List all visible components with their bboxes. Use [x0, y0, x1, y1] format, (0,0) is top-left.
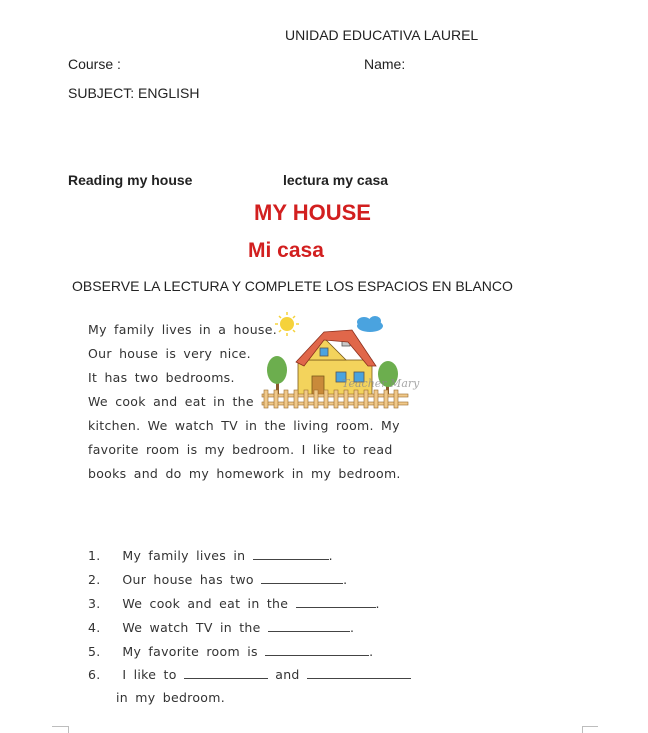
question-number: 4.	[88, 620, 101, 635]
question-text: I like to	[122, 667, 177, 682]
question-end: .	[375, 596, 380, 611]
name-label: Name:	[364, 56, 406, 72]
question-item	[88, 595, 380, 611]
reading-title-es: lectura my casa	[283, 172, 389, 188]
question-item	[88, 643, 373, 659]
question-text: My family lives in	[122, 548, 246, 563]
answer-blank[interactable]	[253, 547, 329, 560]
question-continuation: in my bedroom.	[116, 690, 225, 705]
page-subtitle: Mi casa	[248, 239, 324, 262]
cloud-icon	[357, 316, 383, 332]
question-number: 5.	[88, 644, 101, 659]
reading-line: books and do my homework in my bedroom.	[88, 466, 401, 481]
reading-title-en: Reading my house	[68, 172, 193, 188]
reading-line: We cook and eat in the	[88, 394, 254, 409]
sun-icon	[275, 312, 299, 336]
question-number: 3.	[88, 596, 101, 611]
answer-blank[interactable]	[265, 643, 369, 656]
question-number: 6.	[88, 667, 101, 682]
question-item	[88, 619, 354, 635]
question-item	[88, 666, 411, 682]
course-label: Course :	[68, 56, 121, 72]
reading-line: Our house is very nice.	[88, 346, 251, 361]
subject-label: SUBJECT: ENGLISH	[68, 85, 200, 101]
reading-line: favorite room is my bedroom. I like to read	[88, 442, 393, 457]
answer-blank[interactable]	[261, 571, 343, 584]
question-end: .	[328, 548, 333, 563]
question-item	[88, 571, 347, 587]
reading-line: kitchen. We watch TV in the living room. My	[88, 418, 400, 433]
question-connector: and	[275, 667, 300, 682]
question-text: We watch TV in the	[122, 620, 261, 635]
question-text: My favorite room is	[122, 644, 258, 659]
answer-blank[interactable]	[296, 595, 376, 608]
question-item	[88, 547, 333, 563]
page-corner-mark	[68, 726, 69, 733]
question-number: 1.	[88, 548, 101, 563]
question-text: Our house has two	[122, 572, 254, 587]
answer-blank[interactable]	[307, 666, 411, 679]
page-corner-mark	[52, 726, 68, 727]
question-number: 2.	[88, 572, 101, 587]
school-name: UNIDAD EDUCATIVA LAUREL	[285, 27, 479, 43]
page-corner-mark	[582, 726, 583, 733]
answer-blank[interactable]	[184, 666, 268, 679]
watermark-text: Teacher Mary	[342, 377, 420, 390]
question-end: .	[369, 644, 374, 659]
question-text: We cook and eat in the	[122, 596, 289, 611]
question-end: .	[343, 572, 348, 587]
instruction-text: OBSERVE LA LECTURA Y COMPLETE LOS ESPACIOS EN BLANCO	[72, 278, 513, 294]
reading-line: My family lives in a house.	[88, 322, 277, 337]
page-title: MY HOUSE	[254, 200, 371, 225]
question-end: .	[349, 620, 355, 635]
page-corner-mark	[582, 726, 598, 727]
house-icon	[260, 310, 420, 415]
reading-line: It has two bedrooms.	[88, 370, 235, 385]
answer-blank[interactable]	[268, 619, 350, 632]
